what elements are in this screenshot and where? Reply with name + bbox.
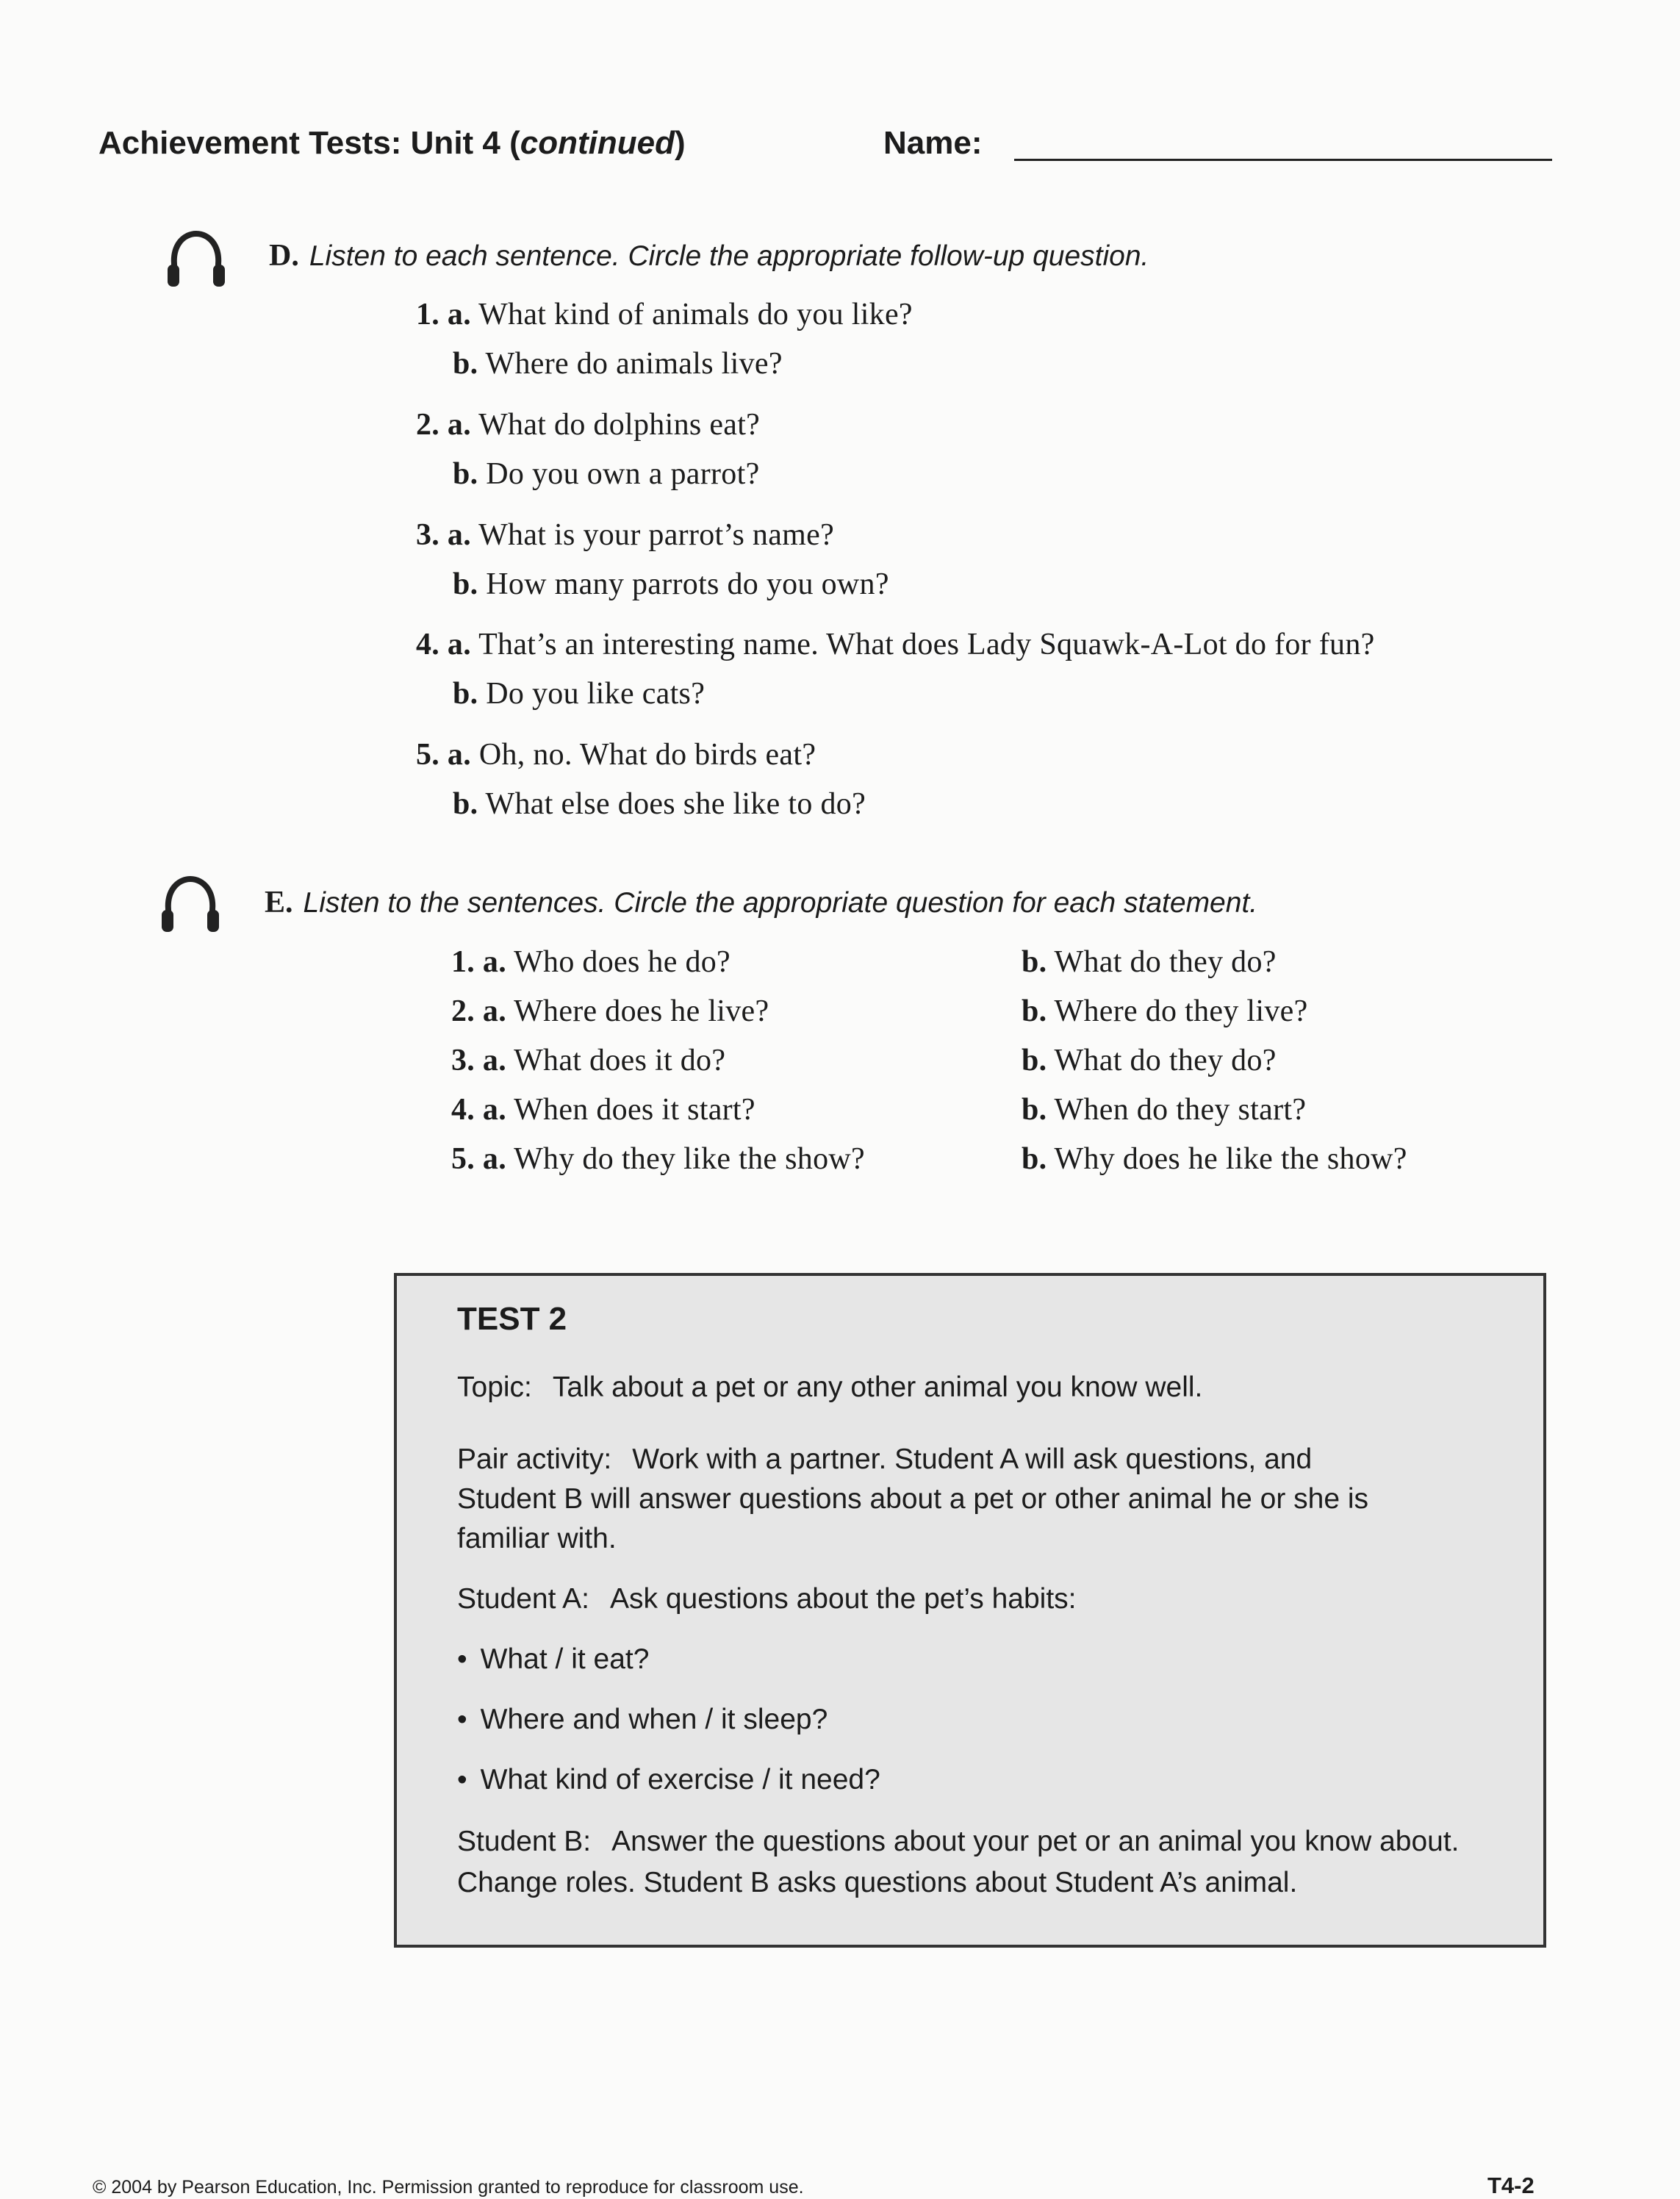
option-text: Who does he do? (514, 945, 730, 979)
option-text: What else does she like to do? (485, 787, 866, 821)
topic-label: Topic: (457, 1371, 532, 1403)
option-label: b. (453, 347, 478, 381)
section-d-letter: D. (269, 239, 299, 273)
option-label: b. (1022, 945, 1047, 979)
section-e-instruction: Listen to the sentences. Circle the appropriate question for each statement. (303, 887, 1258, 919)
test2-title: TEST 2 (457, 1301, 567, 1337)
e-item-5-b[interactable] (1022, 1141, 1407, 1177)
headphones-icon (160, 875, 220, 933)
d-item-4-a[interactable] (416, 627, 1375, 662)
option-text: What does it do? (514, 1044, 726, 1077)
student-b-text: Answer the questions about your pet or an animal you know about. (611, 1826, 1460, 1857)
option-text: What do they do? (1054, 945, 1277, 979)
page-title (98, 125, 686, 162)
d-item-2-a[interactable] (416, 407, 760, 442)
option-label: a. (482, 945, 507, 979)
option-label: a. (447, 738, 472, 772)
item-number: 3. (451, 1044, 475, 1077)
bullet-icon: • (457, 1764, 467, 1796)
pair-activity-line-3: familiar with. (457, 1523, 617, 1554)
item-number: 2. (451, 994, 475, 1028)
name-answer-line[interactable] (1014, 159, 1552, 161)
e-item-1-b[interactable] (1022, 944, 1277, 980)
student-a-line (457, 1583, 1077, 1615)
bullet-text: Where and when / it sleep? (480, 1704, 828, 1735)
item-number: 1. (416, 298, 440, 331)
e-item-2-b[interactable] (1022, 994, 1308, 1029)
item-number: 5. (451, 1142, 475, 1176)
option-label: a. (447, 628, 472, 661)
option-text: That’s an interesting name. What does Lady Squawk-A-Lot do for fun? (478, 628, 1375, 661)
pair-text-1: Work with a partner. Student A will ask questions, and (632, 1443, 1313, 1475)
option-text: Oh, no. What do birds eat? (478, 738, 816, 772)
item-number: 4. (451, 1093, 475, 1127)
option-text: How many parrots do you own? (486, 567, 889, 601)
student-b-line-2: Change roles. Student B asks questions about Student A’s animal. (457, 1867, 1298, 1898)
d-item-3-a[interactable] (416, 517, 834, 553)
section-e-letter: E. (265, 886, 293, 919)
e-item-5-a[interactable] (451, 1141, 865, 1177)
item-number: 4. (416, 628, 440, 661)
option-label: b. (1022, 1093, 1047, 1127)
d-item-1-a[interactable] (416, 297, 913, 332)
copyright-notice: © 2004 by Pearson Education, Inc. Permission granted to reproduce for classroom use. (93, 2177, 804, 2198)
e-item-3-a[interactable] (451, 1043, 725, 1078)
d-item-1-b[interactable] (453, 346, 783, 381)
topic-text: Talk about a pet or any other animal you know well. (552, 1371, 1203, 1403)
option-label: b. (1022, 1044, 1047, 1077)
bullet-text: What kind of exercise / it need? (480, 1764, 880, 1796)
option-text: Why do they like the show? (514, 1142, 865, 1176)
d-item-5-a[interactable] (416, 737, 816, 772)
option-text: What is your parrot’s name? (478, 518, 835, 552)
bullet-item (457, 1764, 880, 1796)
option-label: b. (1022, 994, 1047, 1028)
option-label: b. (1022, 1142, 1047, 1176)
item-number: 5. (416, 738, 440, 772)
option-text: Do you own a parrot? (486, 457, 760, 491)
option-text: When does it start? (514, 1093, 755, 1127)
e-item-3-b[interactable] (1022, 1043, 1277, 1078)
option-label: a. (447, 518, 472, 552)
student-a-label: Student A: (457, 1583, 589, 1615)
option-text: What do dolphins eat? (478, 408, 761, 442)
item-number: 1. (451, 945, 475, 979)
item-number: 3. (416, 518, 440, 552)
bullet-item (457, 1643, 649, 1676)
option-label: a. (447, 408, 472, 442)
section-d-instruction: Listen to each sentence. Circle the appropriate follow-up question. (309, 240, 1149, 272)
option-text: Where does he live? (514, 994, 769, 1028)
option-text: Where do they live? (1054, 994, 1308, 1028)
title-main: Achievement Tests: Unit 4 ( (98, 125, 520, 161)
section-d-heading (269, 238, 1149, 273)
option-text: Why does he like the show? (1054, 1142, 1407, 1176)
pair-label: Pair activity: (457, 1443, 612, 1475)
e-item-2-a[interactable] (451, 994, 769, 1029)
option-label: b. (453, 787, 478, 821)
bullet-icon: • (457, 1643, 467, 1675)
option-label: b. (453, 457, 478, 491)
d-item-3-b[interactable] (453, 567, 889, 602)
option-text: What do they do? (1054, 1044, 1277, 1077)
bullet-icon: • (457, 1704, 467, 1735)
option-label: b. (453, 567, 478, 601)
bullet-text: What / it eat? (480, 1643, 650, 1675)
d-item-4-b[interactable] (453, 676, 705, 711)
section-e-heading (265, 885, 1257, 920)
topic-line (457, 1371, 1202, 1404)
student-a-text: Ask questions about the pet’s habits: (609, 1583, 1077, 1615)
e-item-4-b[interactable] (1022, 1092, 1306, 1127)
option-text: When do they start? (1054, 1093, 1307, 1127)
page-number: T4-2 (1487, 2173, 1534, 2198)
title-italic: continued (520, 125, 675, 161)
option-label: a. (447, 298, 472, 331)
e-item-4-a[interactable] (451, 1092, 755, 1127)
option-text: Do you like cats? (486, 677, 706, 711)
student-b-label: Student B: (457, 1826, 592, 1857)
option-label: a. (482, 994, 507, 1028)
option-label: a. (482, 1044, 507, 1077)
name-label: Name: (883, 125, 983, 161)
pair-activity-line-2: Student B will answer questions about a pet or other animal he or she is (457, 1483, 1369, 1515)
d-item-5-b[interactable] (453, 786, 866, 822)
headphones-icon (166, 229, 226, 288)
d-item-2-b[interactable] (453, 456, 760, 492)
option-label: b. (453, 677, 478, 711)
item-number: 2. (416, 408, 440, 442)
option-text: Where do animals live? (485, 347, 783, 381)
option-text: What kind of animals do you like? (478, 298, 913, 331)
pair-activity-line-1 (457, 1443, 1312, 1476)
student-b-line-1 (457, 1826, 1460, 1858)
option-label: a. (482, 1093, 507, 1127)
option-label: a. (482, 1142, 507, 1176)
e-item-1-a[interactable] (451, 944, 730, 980)
bullet-item (457, 1704, 828, 1736)
title-close: ) (674, 125, 686, 161)
